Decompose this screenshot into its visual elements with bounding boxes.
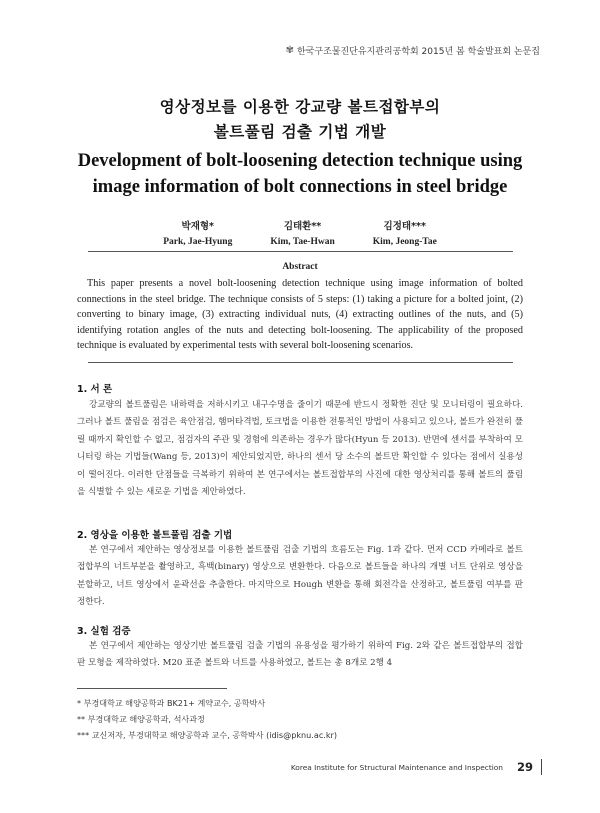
author-list — [0, 218, 600, 247]
footer-bar — [541, 759, 542, 775]
section-heading-introduction: 1. 서 론 — [77, 384, 113, 395]
author-name-korean: 김태환** — [283, 221, 322, 232]
footnote: ** 부경대학교 해양공학과, 석사과정 — [77, 714, 205, 724]
section-body-experiment: 본 연구에서 제안하는 영상기반 볼트풀림 검출 기법의 유용성을 평가하기 위하여 Fig. 2와 같은 볼트접합부의 접합판 모형을 제작하였다. M20 표준 볼트와 너트를 사용하였고, 볼트는 총 8개로 2행 4 — [77, 641, 523, 669]
abstract-text: This paper presents a novel bolt-loosening detection technique using image information of bolted connections in the steel bridge. The technique consists of 5 steps: (1) taking a picture for a bolted joint, (2) converting to binary image, (3) extracting individual nuts, (4) extracting outlines of the nuts, and (5) identifying rotation angles of the nuts and detecting bolt-loosening. The applicability of the proposed technique is evaluated by experimental tests with several bolt-loosening scenarios. — [77, 278, 523, 351]
author — [270, 218, 334, 247]
author — [163, 218, 232, 247]
author-name-english: Kim, Jeong-Tae — [372, 237, 437, 247]
footnote-divider — [77, 688, 227, 689]
footer-journal-name: Korea Institute for Structural Maintenance and Inspection — [290, 762, 503, 772]
section-heading-experiment: 3. 실험 검증 — [77, 626, 131, 637]
divider — [88, 362, 513, 363]
header-text: 한국구조물진단유지관리공학회 2015년 봄 학술발표회 논문집 — [296, 47, 540, 57]
english-title-line-2: image information of bolt connections in steel bridge — [92, 177, 508, 197]
author-name-korean: 김정태*** — [383, 221, 426, 232]
section-body-introduction: 강교량의 볼트풀림은 내하력을 저하시키고 내구수명을 줄이기 때문에 반드시 정확한 진단 및 모니터링이 필요하다. 그러나 볼트 풀림을 점검은 육안점검, 햄머타격법, 토크법을 이용한 전통적인 방법이 사용되고 있으나, 볼트가 완전히 풀릴 때까지 확인할 수 없고, 점검자의 주관 및 경험에 의존하는 경우가 많다(Hyun 등 2013). 반면에 센서를 부착하여 모니터링 하는 기법들(Wang 등, 2013)이 제안되었지만, 하나의 센서 당 소수의 볼트만 확인할 수 있다는 점에서 실용성이 떨어진다. 이러한 단점들을 극복하기 위하여 본 연구에서는 볼트접합부의 사진에 대한 영상처리를 통해 볼트의 풀림을 식별할 수 있는 새로운 기법을 제안하였다. — [77, 400, 523, 498]
english-title-line-1: Development of bolt-loosening detection technique using — [77, 151, 523, 171]
author-name-korean: 박재형* — [181, 221, 215, 232]
section-heading-method: 2. 영상을 이용한 볼트풀림 검출 기법 — [77, 530, 233, 541]
footnote: *** 교신저자, 부경대학교 해양공학과 교수, 공학박사 (idis@pknu.ac.kr) — [77, 730, 338, 740]
author-name-english: Kim, Tae-Hwan — [270, 237, 335, 247]
spiral-logo-icon: ✾ — [285, 45, 294, 56]
running-header — [286, 44, 540, 57]
page-number: 29 — [516, 760, 533, 774]
author-name-english: Park, Jae-Hyung — [163, 237, 233, 247]
korean-title-line-2: 볼트풀림 검출 기법 개발 — [213, 123, 387, 141]
author — [373, 218, 437, 247]
abstract-heading: Abstract — [282, 262, 318, 272]
section-body-method: 본 연구에서 제안하는 영상정보를 이용한 볼트풀림 검출 기법의 흐름도는 Fig. 1과 같다. 먼저 CCD 카메라로 볼트접합부의 너트부분을 촬영하고, 흑백(binary) 영상으로 변환한다. 다음으로 볼트들을 하나의 개별 너트 단위로 영상을 분할하고, 너트 영상에서 윤곽선을 추출한다. 마지막으로 Hough 변환을 통해 회전각을 산정하고, 볼트풀림 여부를 판정한다. — [77, 545, 523, 608]
footnotes — [77, 695, 337, 743]
page-footer — [291, 759, 542, 775]
korean-title-line-1: 영상정보를 이용한 강교량 볼트접합부의 — [159, 98, 441, 116]
footnote: * 부경대학교 해양공학과 BK21+ 계약교수, 공학박사 — [77, 698, 266, 708]
divider — [88, 251, 513, 252]
